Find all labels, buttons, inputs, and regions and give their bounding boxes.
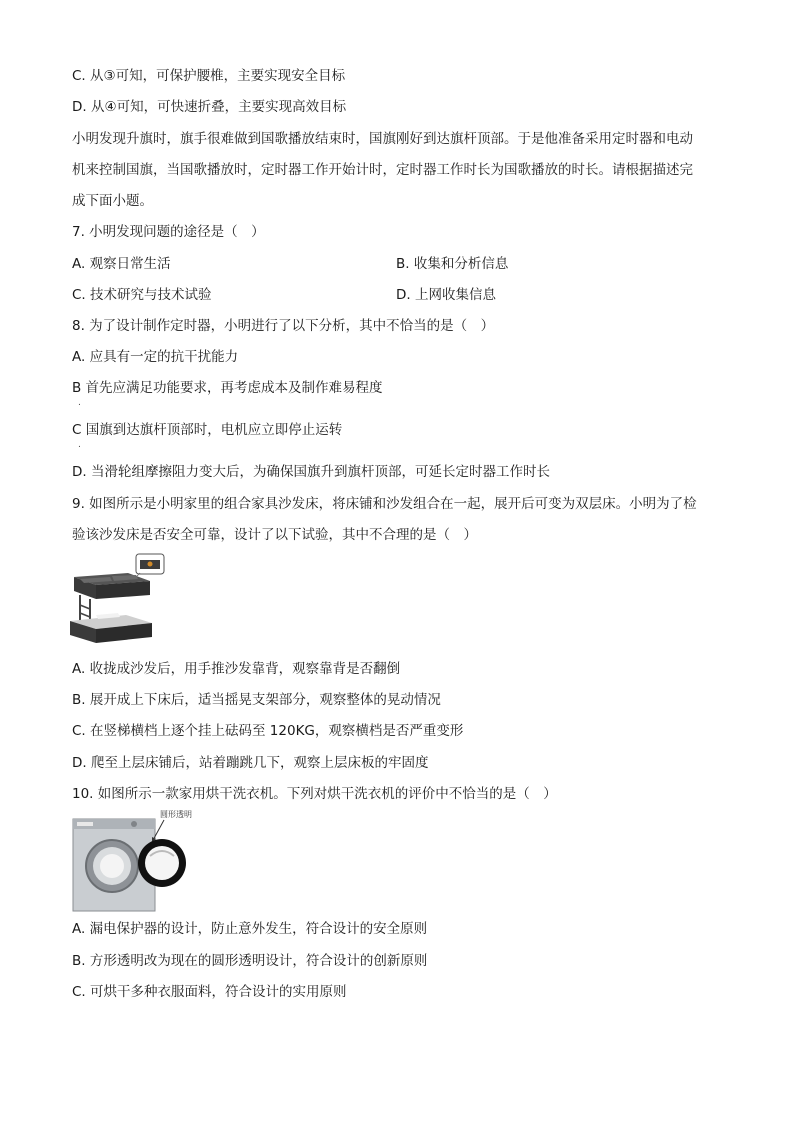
q10-option-c: C. 可烘干多种衣服面料，符合设计的实用原则 [72, 984, 347, 1000]
q10-option-a: A. 漏电保护器的设计，防止意外发生，符合设计的安全原则 [72, 921, 428, 937]
q9-option-d: D. 爬至上层床铺后，站着蹦跳几下，观察上层床板的牢固度 [72, 755, 429, 771]
stray-dot: . [78, 398, 81, 408]
washer-figure [72, 808, 197, 913]
q6-option-d: D. 从④可知，可快速折叠，主要实现高效目标 [72, 99, 347, 115]
q9-option-a: A. 收拢成沙发后，用手推沙发靠背，观察靠背是否翻倒 [72, 661, 401, 677]
stem-line-1: 小明发现升旗时，旗手很难做到国歌播放结束时，国旗刚好到达旗杆顶部。于是他准备采用定时器和电动 [72, 131, 693, 147]
ladder-rung [80, 605, 90, 609]
q7-option-d: D. 上网收集信息 [396, 287, 496, 303]
q8-stem: 8. 为了设计制作定时器，小明进行了以下分析，其中不恰当的是（ ） [72, 318, 495, 334]
figure-label-round-transparent: 圆形透明 [160, 810, 192, 819]
stem-line-2: 机来控制国旗，当国歌播放时，定时器工作开始计时，定时器工作时长为国歌播放的时长。请根据描述完 [72, 162, 693, 178]
q9-stem-line-2: 验该沙发床是否安全可靠，设计了以下试验，其中不合理的是（ ） [72, 527, 477, 543]
q10-stem: 10. 如图所示一款家用烘干洗衣机。下列对烘干洗衣机的评价中不恰当的是（ ） [72, 786, 557, 802]
q7-option-b: B. 收集和分析信息 [396, 256, 509, 272]
q6-option-c: C. 从③可知，可保护腰椎，主要实现安全目标 [72, 68, 346, 84]
q9-option-b: B. 展开成上下床后，适当摇晃支架部分，观察整体的晃动情况 [72, 692, 441, 708]
q8-option-d: D. 当滑轮组摩擦阻力变大后，为确保国旗升到旗杆顶部，可延长定时器工作时长 [72, 464, 550, 480]
q10-option-b: B. 方形透明改为现在的圆形透明设计，符合设计的创新原则 [72, 953, 428, 969]
dial-knob [131, 821, 137, 827]
stem-line-3: 成下面小题。 [72, 193, 153, 209]
stray-dot: . [78, 440, 81, 450]
q8-option-a: A. 应具有一定的抗干扰能力 [72, 349, 239, 365]
detergent-drawer [77, 822, 93, 826]
q8-option-b: B 首先应满足功能要求，再考虑成本及制作难易程度 [72, 380, 383, 396]
q7-option-a: A. 观察日常生活 [72, 256, 171, 272]
q8-option-c: C 国旗到达旗杆顶部时，电机应立即停止运转 [72, 422, 343, 438]
drum [100, 854, 124, 878]
detail-highlight [148, 562, 153, 567]
q9-stem-line-1: 9. 如图所示是小明家里的组合家具沙发床，将床铺和沙发组合在一起，展开后可变为双层床。小明为了检 [72, 496, 697, 512]
q7-option-c: C. 技术研究与技术试验 [72, 287, 212, 303]
q7-stem: 7. 小明发现问题的途径是（ ） [72, 224, 265, 240]
sofa-bed-figure [66, 551, 168, 647]
ladder-rung [80, 613, 90, 617]
q9-option-c: C. 在竖梯横档上逐个挂上砝码至 120KG，观察横档是否严重变形 [72, 723, 464, 739]
